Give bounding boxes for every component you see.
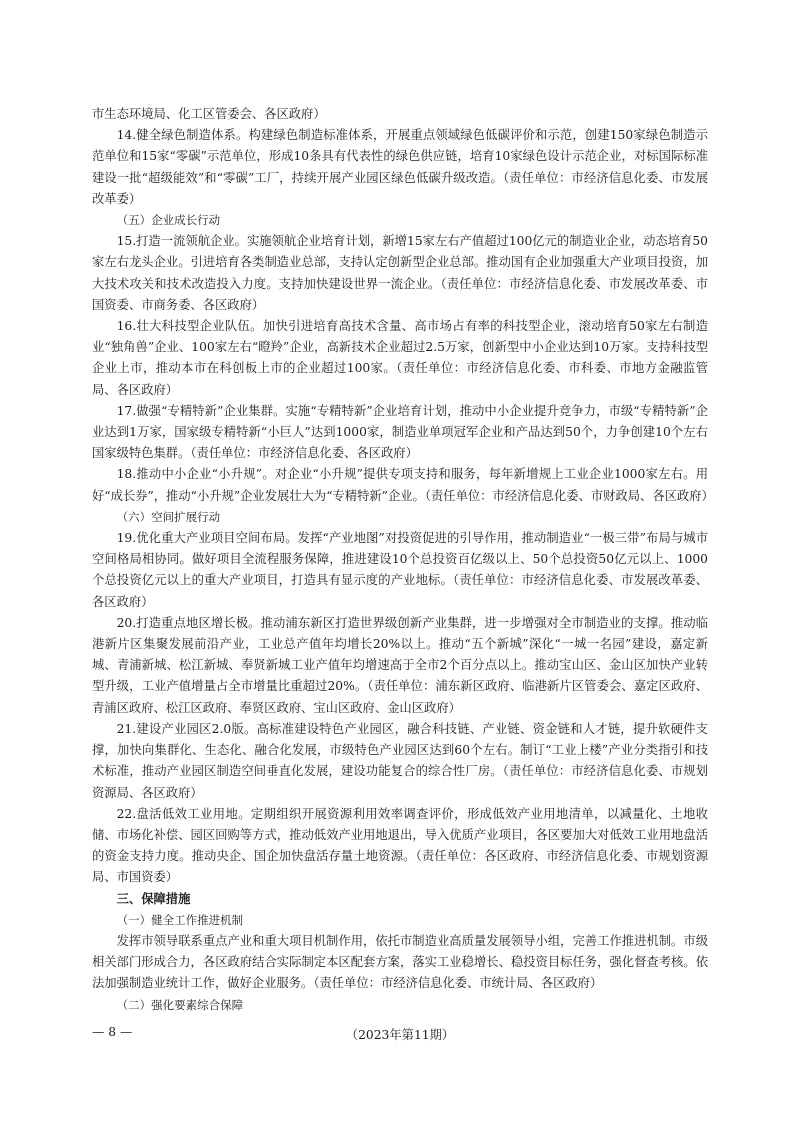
paragraph: 20.打造重点地区增长极。推动浦东新区打造世界级创新产业集群，进一步增强对全市制造业的支撑。推动临港新片区集聚发展前沿产业，工业总产值年均增长20%以上。推动“五个新城”深化“一城一名园”建设，嘉定新城、青浦新城、松江新城、奉贤新城工业产值年均增速高于全市2个百分点以上。推动宝山区、金山区加快产业转型升级，工业产值增量占全市增量比重超过20%。（责任单位：浦东新区政府、临港新片区管委会、嘉定区政府、青浦区政府、松江区政府、奉贤区政府、宝山区政府、金山区政府）	[92, 615, 708, 715]
subsection-heading: （五）企业成长行动	[116, 213, 221, 228]
paragraph: 发挥市领导联系重点产业和重大项目机制作用，依托市制造业高质量发展领导小组，完善工作推进机制。市级相关部门形成合力，各区政府结合实际制定本区配套方案，落实工业稳增长、稳投资目标任务，强化督查考核。依法加强制造业统计工作，做好企业服务。（责任单位：市经济信息化委、市统计局、各区政府）	[92, 933, 708, 991]
subsection-heading: （二）强化要素综合保障	[116, 997, 244, 1012]
paragraph: 14.健全绿色制造体系。构建绿色制造标准体系，开展重点领域绿色低碳评价和示范，创建150家绿色制造示范单位和15家“零碳”示范单位，形成10条具有代表性的绿色供应链，培育10家绿色设计示范企业，对标国际标准建设一批“超级能效”和“零碳”工厂，持续开展产业园区绿色低碳升级改造。（责任单位：市经济信息化委、市发展改革委）	[92, 128, 708, 206]
document-body	[92, 104, 714, 1016]
paragraph: 18.推动中小企业“小升规”。对企业“小升规”提供专项支持和服务，每年新增规上工业企业1000家左右。用好“成长券”，推动“小升规”企业发展壮大为“专精特新”企业。（责任单位：市经济信息化委、市财政局、各区政府）	[92, 467, 714, 503]
paragraph: 16.壮大科技型企业队伍。加快引进培育高技术含量、高市场占有率的科技型企业，滚动培育50家左右制造业“独角兽”企业、100家左右“瞪羚”企业，高新技术企业超过2.5万家，创新型中小企业达到10万家。支持科技型企业上市，推动本市在科创板上市的企业超过100家。（责任单位：市经济信息化委、市科委、市地方金融监管局、各区政府）	[92, 319, 708, 397]
page-number: — 8 —	[92, 1025, 133, 1039]
section-heading: 三、保障措施	[116, 891, 191, 906]
paragraph: 22.盘活低效工业用地。定期组织开展资源利用效率调查评价，形成低效产业用地清单，以减量化、土地收储、市场化补偿、园区回购等方式，推动低效产业用地退出，导入优质产业项目，各区要加大对低效工业用地盘活的资金支持力度。推动央企、国企加快盘活存量土地资源。（责任单位：各区政府、市经济信息化委、市规划资源局、市国资委）	[92, 806, 708, 885]
paragraph: 21.建设产业园区2.0版。高标准建设特色产业园区，融合科技链、产业链、资金链和人才链，提升软硬件支撑，加快向集群化、生态化、融合化发展，市级特色产业园区达到60个左右。制订“工业上楼”产业分类指引和技术标准，推动产业园区制造空间垂直化发展，建设功能复合的综合性厂房。（责任单位：市经济信息化委、市规划资源局、各区政府）	[92, 721, 708, 800]
paragraph: 19.优化重大产业项目空间布局。发挥“产业地图”对投资促进的引导作用，推动制造业“一极三带”布局与城市空间格局相协同。做好项目全流程服务保障，推进建设10个总投资百亿级以上、50个总投资50亿元以上、1000个总投资亿元以上的重大产业项目，打造具有显示度的产业地标。（责任单位：市经济信息化委、市发展改革委、各区政府）	[92, 531, 708, 609]
subsection-heading: （六）空间扩展行动	[116, 509, 221, 524]
issue-label: （2023年第11期）	[345, 1028, 455, 1042]
subsection-heading: （一）健全工作推进机制	[116, 912, 244, 927]
paragraph: 17.做强“专精特新”企业集群。实施“专精特新”企业培育计划，推动中小企业提升竞争力，市级“专精特新”企业达到1万家，国家级专精特新“小巨人”达到1000家，制造业单项冠军企业和产品达到50个，力争创建10个左右国家级特色集群。（责任单位：市经济信息化委、各区政府）	[92, 403, 708, 461]
paragraph-continuation: 市生态环境局、化工区管委会、各区政府）	[92, 107, 326, 121]
page-footer	[92, 1025, 708, 1045]
paragraph: 15.打造一流领航企业。实施领航企业培育计划，新增15家左右产值超过100亿元的制造业企业，动态培育50家左右龙头企业。引进培育各类制造业总部，支持认定创新型企业总部。推动国有企业加强重大产业项目投资，加大技术攻关和技术改造投入力度。支持加快建设世界一流企业。（责任单位：市经济信息化委、市发展改革委、市国资委、市商务委、各区政府）	[92, 234, 708, 312]
